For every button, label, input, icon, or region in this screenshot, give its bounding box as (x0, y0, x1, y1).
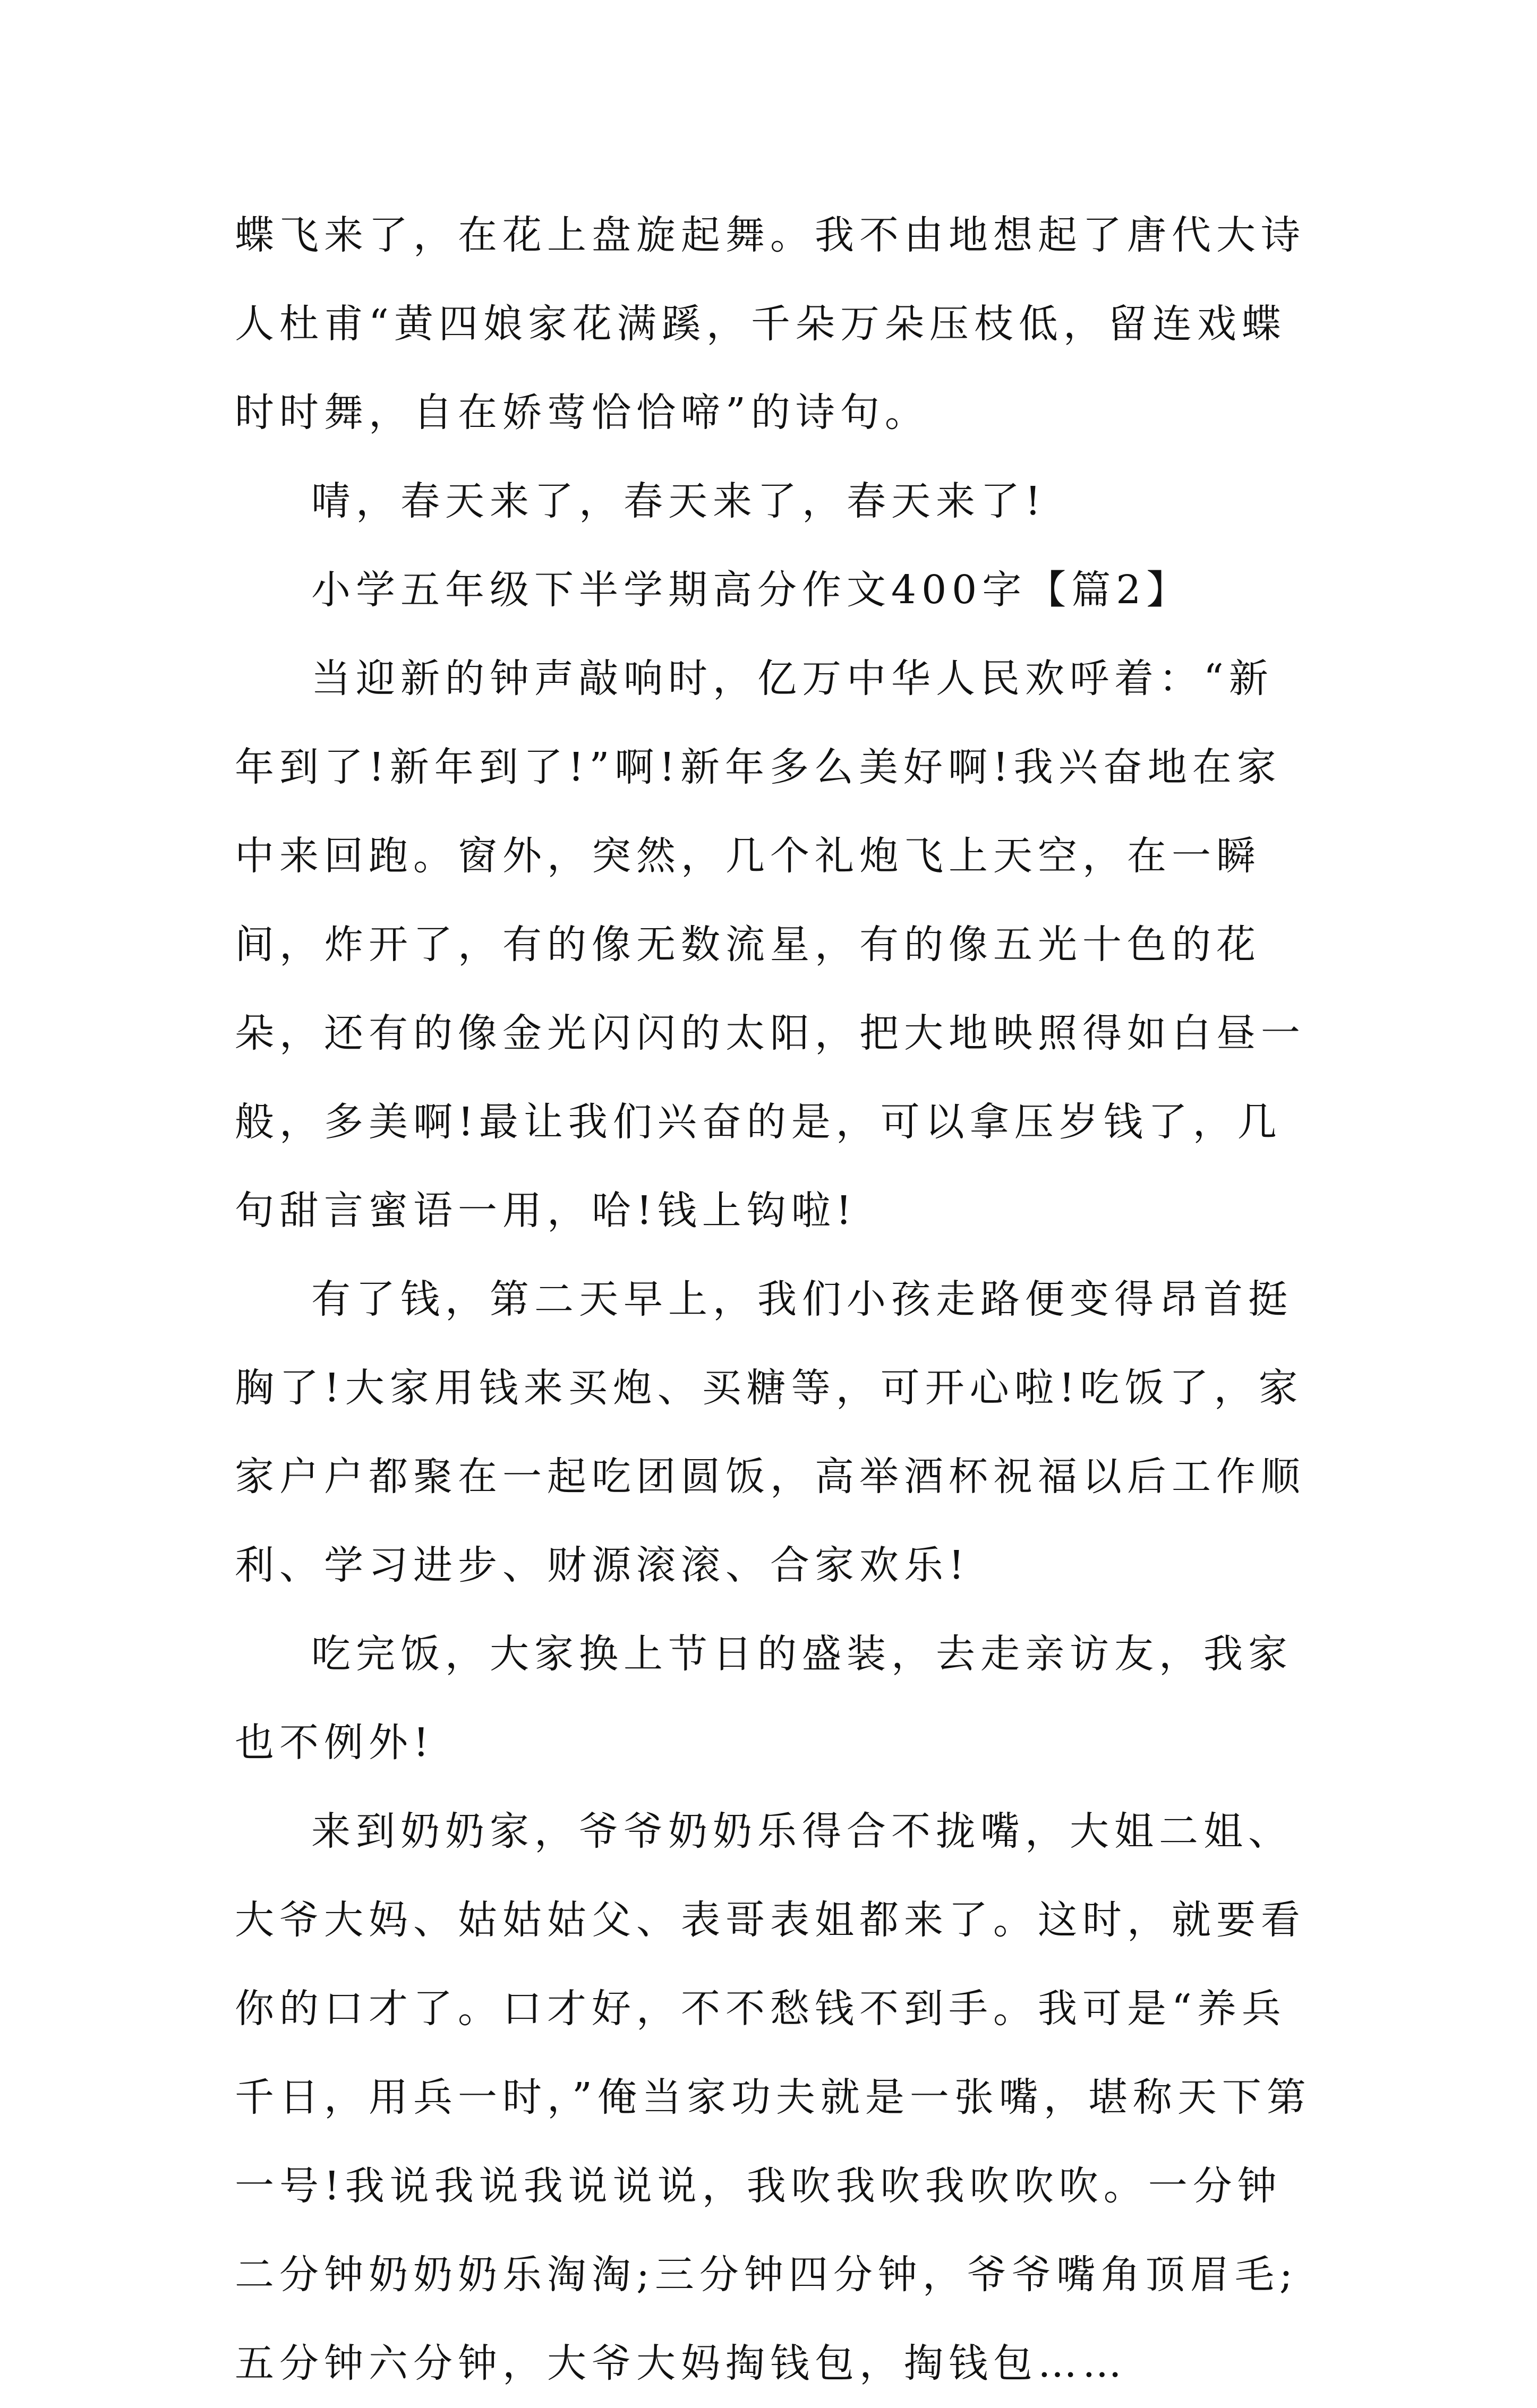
section-heading: 小学五年级下半学期高分作文400字【篇2】 (311, 567, 1191, 613)
paragraph-visit: 吃完饭，大家换上节日的盛装，去走亲访友，我家也不例外! (235, 1631, 1293, 1766)
paragraph-money: 有了钱，第二天早上，我们小孩走路便变得昂首挺胸了!大家用钱来买炮、买糖等，可开心啦!吃饭了，家家户户都聚在一起吃团圆饭，高举酒杯祝福以后工作顺利、学习进步、财源滚滚、合家欢乐! (235, 1276, 1305, 1588)
paragraph-grandma: 来到奶奶家，爷爷奶奶乐得合不拢嘴，大姐二姐、大爷大妈、姑姑姑父、表哥表姐都来了。这时，就要看你的口才了。口才好，不不愁钱不到手。我可是“养兵千日，用兵一时，”俺当家功夫就是一张嘴，堪称天下第一号!我说我说我说说说，我吹我吹我吹吹吹。一分钟二分钟奶奶奶乐淘淘;三分钟四分钟，爷爷嘴角顶眉毛;五分钟六分钟，大爷大妈掏钱包，掏钱包…… (235, 1809, 1311, 2386)
document-body (235, 191, 1313, 2408)
paragraph-continuation: 蝶飞来了，在花上盘旋起舞。我不由地想起了唐代大诗人杜甫“黄四娘家花满蹊，千朵万朵压枝低，留连戏蝶时时舞，自在娇莺恰恰啼”的诗句。 (235, 212, 1305, 435)
paragraph-spring: 啨，春天来了，春天来了，春天来了! (311, 478, 1046, 524)
paragraph-new-year: 当迎新的钟声敲响时，亿万中华人民欢呼着：“新年到了!新年到了!”啊!新年多么美好啊!我兴奋地在家中来回跑。窗外，突然，几个礼炮飞上天空，在一瞬间，炸开了，有的像无数流星，有的像五光十色的花朵，还有的像金光闪闪的太阳，把大地映照得如白昼一般，多美啊!最让我们兴奋的是，可以拿压岁钱了，几句甜言蜜语一用，哈!钱上钩啦! (235, 656, 1305, 1233)
